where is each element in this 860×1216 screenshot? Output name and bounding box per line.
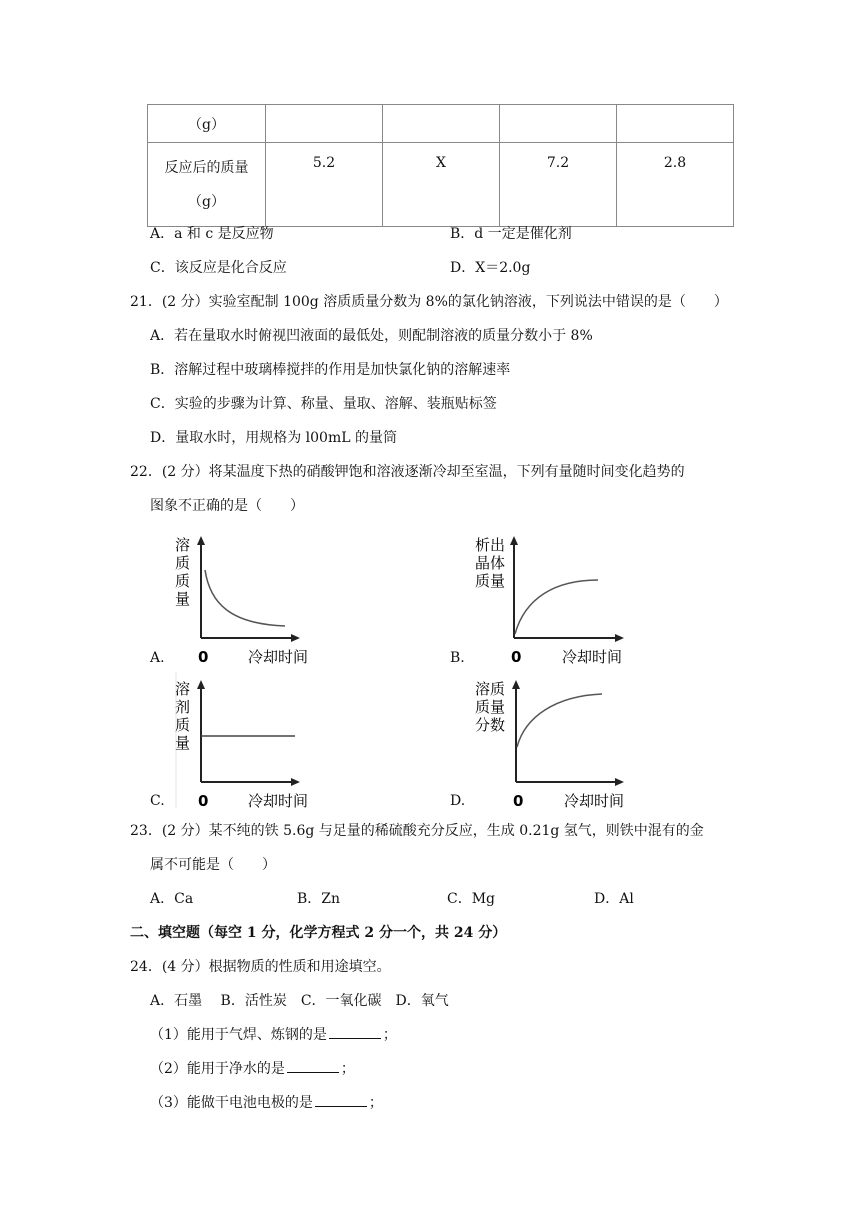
y-label-char: 质 — [175, 554, 191, 572]
q24-item-2 — [150, 1058, 355, 1078]
q20-option-a: A．a 和 c 是反应物 — [150, 226, 274, 242]
q23-option-d: D．Al — [594, 891, 634, 907]
label-line: 反应后的质量 — [164, 159, 249, 176]
origin-label: 0 — [198, 648, 209, 666]
q24-stem: 24．(4 分）根据物质的性质和用途填空。 — [130, 959, 391, 975]
item-end: ； — [368, 1095, 383, 1111]
trend-curve — [517, 694, 602, 747]
graph-d — [470, 672, 640, 814]
q24-item-3 — [150, 1092, 383, 1112]
origin-label: 0 — [511, 648, 522, 666]
y-label-line: 分数 — [475, 716, 506, 734]
graph-b — [470, 528, 640, 670]
y-axis-arrow — [197, 536, 205, 545]
x-label: 冷却时间 — [248, 792, 309, 810]
item-text: （3）能做干电池电极的是 — [150, 1095, 313, 1111]
q20-option-c: C．该反应是化合反应 — [150, 260, 287, 276]
table-cell — [266, 105, 383, 143]
origin-label: 0 — [513, 792, 524, 810]
y-label-char: 质 — [175, 716, 191, 734]
table-cell: （g） — [148, 105, 266, 143]
x-label: 冷却时间 — [248, 648, 309, 666]
item-text: （2）能用于净水的是 — [150, 1061, 285, 1077]
table-row-label — [148, 143, 266, 227]
q23-option-a: A．Ca — [150, 891, 194, 907]
q21-option-b: B．溶解过程中玻璃棒搅拌的作用是加快氯化钠的溶解速率 — [150, 362, 511, 378]
q24-choices: A．石墨 B．活性炭 C．一氧化碳 D．氧气 — [150, 993, 449, 1009]
q21-option-d: D．量取水时，用规格为 l00mL 的量筒 — [150, 430, 397, 446]
section-title: 二、填空题（每空 1 分，化学方程式 2 分一个，共 24 分） — [130, 925, 507, 941]
graph-a-option: A. — [150, 650, 165, 666]
x-axis-arrow — [291, 778, 300, 786]
item-text: （1）能用于气焊、炼钢的是 — [150, 1027, 327, 1043]
item-end: ； — [382, 1027, 397, 1043]
q23-option-b: B．Zn — [297, 891, 341, 907]
answer-blank[interactable] — [315, 1092, 367, 1107]
graph-b-option: B. — [450, 650, 465, 666]
x-axis-arrow — [291, 634, 300, 642]
x-axis-arrow — [615, 634, 624, 642]
q20-option-d: D．X＝2.0g — [450, 260, 531, 276]
y-label-char: 质 — [175, 572, 191, 590]
table-row — [148, 143, 734, 227]
trend-curve — [515, 580, 598, 634]
y-label-line: 质量 — [475, 698, 506, 716]
y-label-char: 溶 — [175, 536, 191, 554]
y-axis-arrow — [512, 680, 520, 689]
q20-option-b: B．d 一定是催化剂 — [450, 226, 572, 242]
answer-blank[interactable] — [287, 1058, 339, 1073]
x-label: 冷却时间 — [564, 792, 625, 810]
graph-c-option: C. — [150, 793, 165, 809]
table-cell: 2.8 — [617, 143, 734, 227]
y-label-line: 晶体 — [475, 554, 506, 572]
q24-item-1 — [150, 1024, 397, 1044]
table-cell: 7.2 — [500, 143, 617, 227]
table-cell — [383, 105, 500, 143]
q21-option-c: C．实验的步骤为计算、称量、量取、溶解、装瓶贴标签 — [150, 396, 497, 412]
y-label-char: 量 — [175, 734, 191, 752]
table-cell — [500, 105, 617, 143]
table-row — [148, 105, 734, 143]
label-line: （g） — [188, 193, 225, 210]
y-label-line: 质量 — [475, 572, 506, 590]
q21-stem: 21．(2 分）实验室配制 100g 溶质质量分数为 8%的氯化钠溶液，下列说法中错误的是（ ） — [130, 294, 728, 310]
y-label-line: 析出 — [475, 536, 506, 554]
q22-stem-line1: 22．(2 分）将某温度下热的硝酸钾饱和溶液逐渐冷却至室温，下列有量随时间变化趋势的 — [130, 464, 685, 480]
q23-stem-line1: 23．(2 分）某不纯的铁 5.6g 与足量的稀硫酸充分反应，生成 0.21g 氢气，则铁中混有的金 — [130, 823, 704, 839]
graph-a — [170, 528, 320, 670]
x-axis-arrow — [615, 778, 624, 786]
y-axis-arrow — [510, 536, 518, 545]
y-label-char: 量 — [175, 590, 191, 608]
x-label: 冷却时间 — [562, 648, 623, 666]
y-axis-arrow — [197, 680, 205, 689]
table-cell: X — [383, 143, 500, 227]
graph-d-option: D. — [450, 793, 466, 809]
table-cell: 5.2 — [266, 143, 383, 227]
item-end: ； — [340, 1061, 355, 1077]
answer-blank[interactable] — [329, 1024, 381, 1039]
q23-option-c: C．Mg — [447, 891, 496, 907]
y-label-line: 溶质 — [475, 680, 506, 698]
graph-c — [170, 672, 320, 814]
y-label-char: 剂 — [175, 698, 191, 716]
trend-curve — [205, 570, 285, 626]
y-label-char: 溶 — [175, 680, 191, 698]
table-cell — [617, 105, 734, 143]
origin-label: 0 — [198, 792, 209, 810]
data-table — [147, 104, 734, 227]
q22-stem-line2: 图象不正确的是（ ） — [150, 498, 304, 514]
q23-stem-line2: 属不可能是（ ） — [150, 857, 276, 873]
q21-option-a: A．若在量取水时俯视凹液面的最低处，则配制溶液的质量分数小于 8% — [150, 328, 593, 344]
